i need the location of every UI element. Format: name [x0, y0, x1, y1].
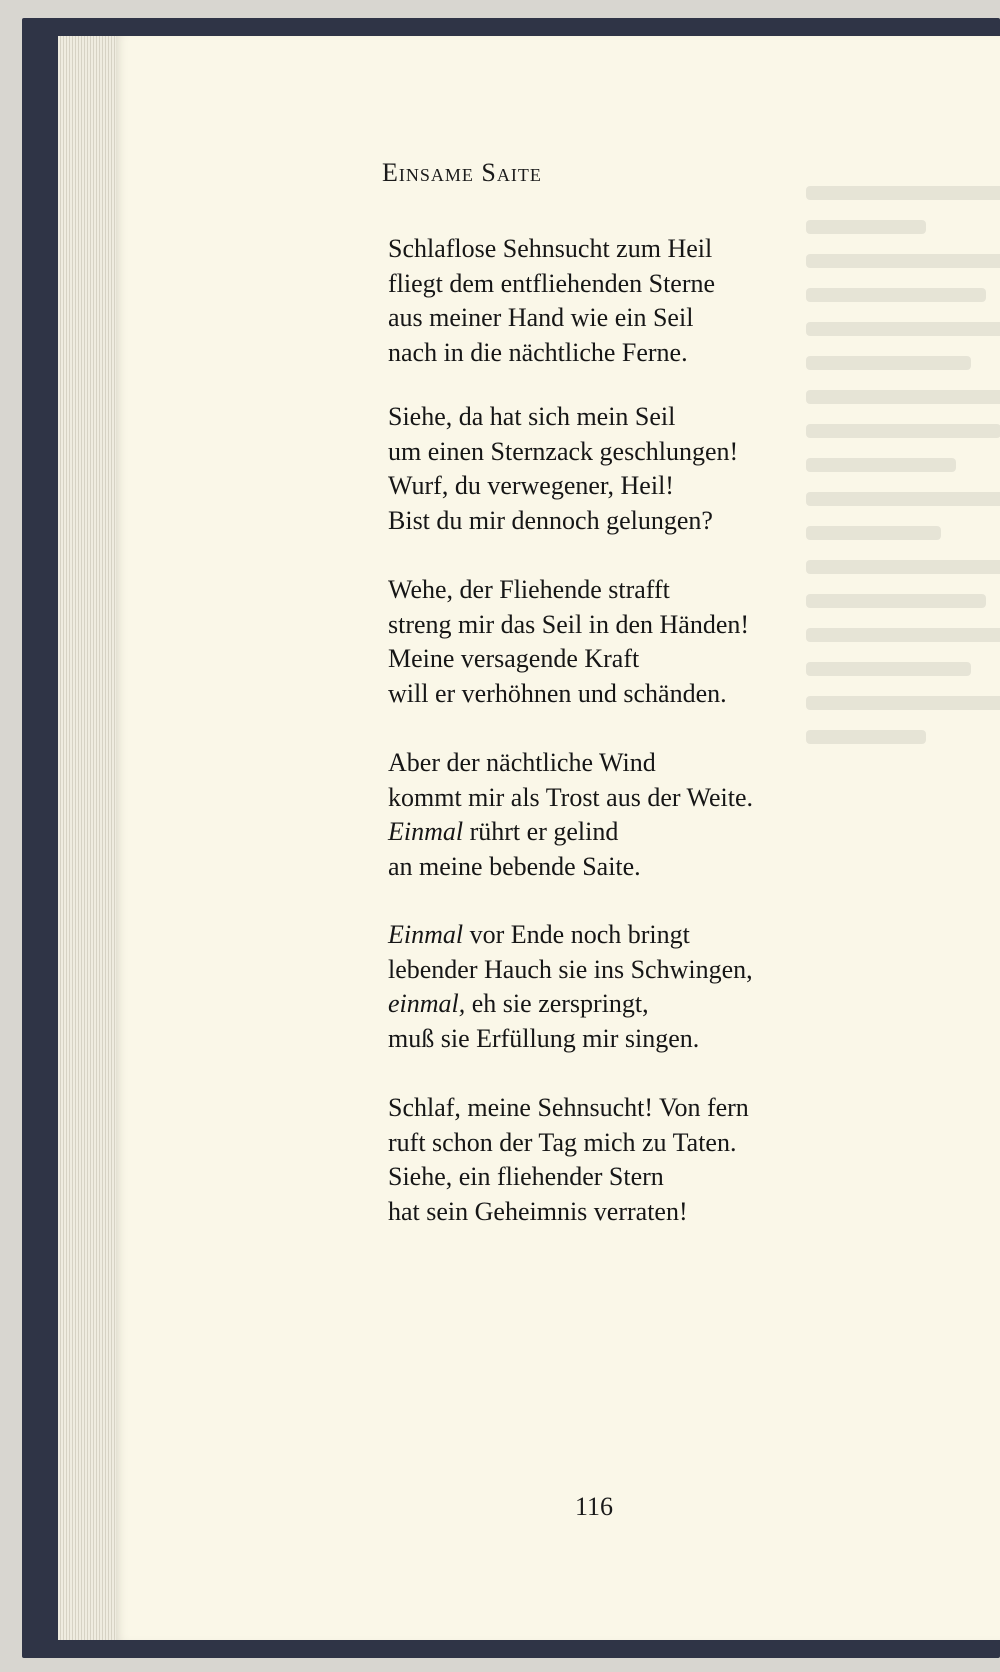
- poem-line: an meine bebende Saite.: [388, 851, 641, 881]
- poem-line: ruft schon der Tag mich zu Taten.: [388, 1127, 737, 1157]
- italic-emphasis: Einmal: [388, 817, 464, 846]
- stanza-4: [388, 746, 888, 884]
- poem-title: Einsame Saite: [382, 158, 542, 187]
- poem-line: Schlaflose Sehnsucht zum Heil: [388, 234, 713, 263]
- stanza-3: [388, 573, 888, 711]
- stanza-6: [388, 1091, 888, 1229]
- stanza-5: [388, 918, 888, 1056]
- poem-line: lebender Hauch sie ins Schwingen,: [388, 954, 753, 984]
- italic-emphasis: einmal,: [388, 989, 466, 1018]
- poem-line: einmal, eh sie zerspringt,: [388, 989, 649, 1018]
- poem-line: muß sie Erfüllung mir singen.: [388, 1023, 700, 1053]
- poem-line: Wehe, der Fliehende strafft: [388, 575, 670, 604]
- poem-line: Siehe, da hat sich mein Seil: [388, 402, 676, 431]
- poem-line: streng mir das Seil in den Händen!: [388, 609, 750, 639]
- poem-line: um einen Sternzack geschlungen!: [388, 436, 739, 466]
- poem-line: will er verhöhnen und schänden.: [388, 678, 727, 708]
- page-edges: [58, 36, 120, 1640]
- poem-line: Wurf, du verwegener, Heil!: [388, 471, 674, 500]
- poem-line: hat sein Geheimnis verraten!: [388, 1196, 688, 1226]
- poem-line: Schlaf, meine Sehnsucht! Von fern: [388, 1093, 749, 1122]
- italic-emphasis: Einmal: [388, 920, 464, 949]
- poem-line: kommt mir als Trost aus der Weite.: [388, 782, 754, 812]
- poem-line: Siehe, ein fliehender Stern: [388, 1162, 664, 1191]
- stanza-2: [388, 400, 888, 538]
- poem-line: Bist du mir dennoch gelungen?: [388, 505, 713, 535]
- poem-line: aus meiner Hand wie ein Seil: [388, 303, 694, 332]
- poem-line: Aber der nächtliche Wind: [388, 748, 656, 777]
- poem-line: fliegt dem entfliehenden Sterne: [388, 268, 716, 298]
- poem-line: Einmal rührt er gelind: [388, 817, 619, 846]
- poem-line: Meine versagende Kraft: [388, 644, 640, 673]
- poem-line: nach in die nächtliche Ferne.: [388, 337, 688, 367]
- page-number: 116: [575, 1492, 614, 1521]
- poem-line: Einmal vor Ende noch bringt: [388, 920, 690, 949]
- stanza-1: [388, 232, 888, 370]
